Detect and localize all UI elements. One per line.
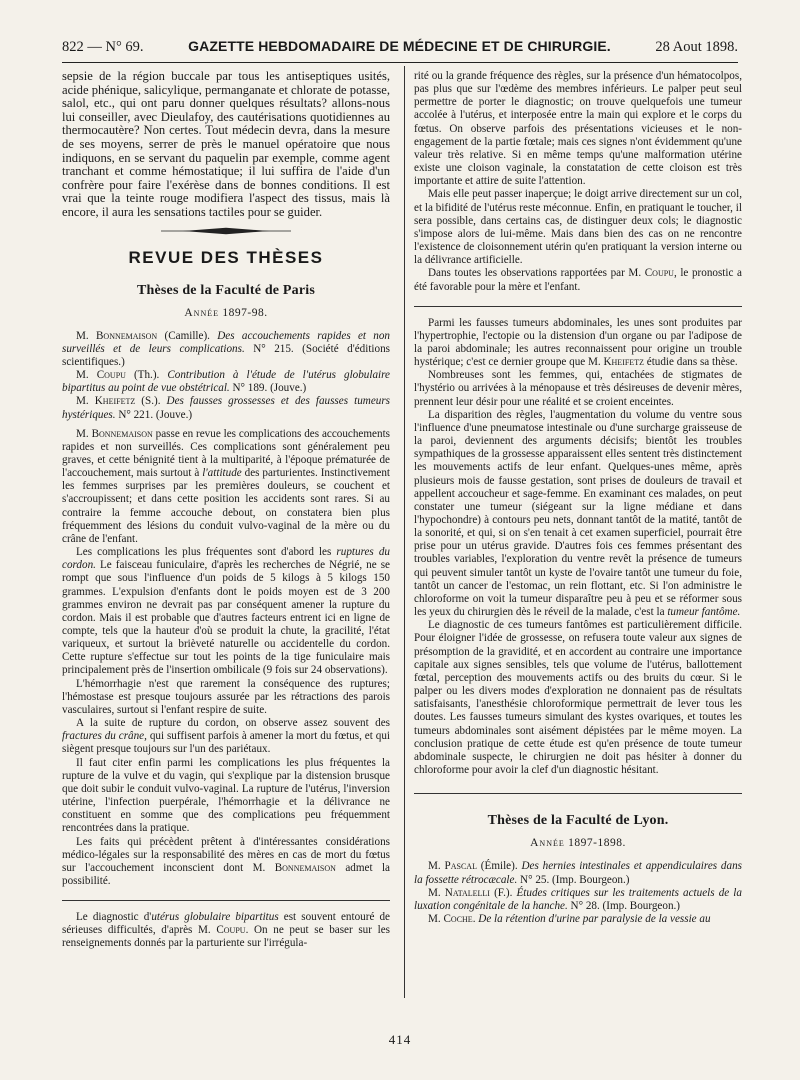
thesis-title: De la rétention d'urine par paralysie de la vessie au (478, 912, 711, 925)
column-rule (404, 66, 405, 998)
thesis-title: Des fausses grossesses et des fausses tumeurs hystériques. (62, 395, 390, 421)
page-number: 414 (388, 1032, 412, 1047)
author-name: Bonnemaison (91, 427, 153, 440)
thesis-prefix: M. (428, 912, 444, 925)
thesis-details: N° 189. (Jouve.) (229, 382, 307, 395)
header-journal-title: GAZETTE HEBDOMADAIRE DE MÉDECINE ET DE CHIRURGIE. (188, 38, 611, 54)
faculty-title-lyon: Thèses de la Faculté de Lyon. (487, 813, 669, 829)
thesis-prefix: M. (76, 395, 95, 408)
body-paragraph: L'hémorrhagie n'est que rarement la conséquence des ruptures; l'hémostase est presque toujours assurée par les rétractions des parois vasculaires, surtout si l'enfant respire de suite. (62, 677, 390, 716)
thesis-firstname: (S.). (135, 395, 167, 408)
thesis-firstname: (Th.). (125, 369, 168, 382)
thesis-author: Pascal (444, 860, 477, 873)
thesis-title: Contribution à l'étude de l'utérus globulaire bipartitus au point de vue obstétrical. (62, 369, 391, 395)
thesis-author: Coche (443, 912, 473, 925)
body-paragraph: La disparition des règles, l'augmentation du volume du ventre sous l'influence d'une pneumatose intestinale ou d'une surcharge graisseuse de la paroi, deviennent des arguments décisifs; bientôt les troubles sympathiques de la grossesse apparaissent elles sentent très distinctement les mouvements actifs de leur enfant. Quelques-unes même, après plusieurs mois de fausse gestation, sont prises de douleurs de travail et appellent accoucheur et sage-femme. En examinant ces malades, on peut constater une tumeur (siégeant sur la ligne médiane et dans l'hypochondre) à contours peu nets, donnant tantôt de la matité, tantôt de la sonorité, et qui, si on s'en tenait à cet examen superficiel, pourrait être prise pour un utérus gravide. D'autres fois ces femmes présentant des troubles variables, l'exploration du ventre revêt la présence de tumeurs qui peuvent simuler tantôt un kyste de l'ovaire tantôt une tumeur du foie, tantôt un cancer de l'estomac, un rein flottant, etc. Si l'on administre le chloroforme on voit la tumeur disparaître peu à peu et se réformer sous les yeux du chirurgien dès le réveil de la malade, c'est la tumeur fantôme. (414, 408, 742, 619)
section-separator (414, 793, 742, 794)
thesis-entry (414, 860, 742, 886)
thesis-author: Kheifetz (94, 395, 136, 408)
body-paragraph: Le diagnostic de ces tumeurs fantômes est particulièrement difficile. Pour éloigner l'idée de grossesse, on refusera toute valeur aux signes de présomption de la gravidité, et en accordent au contraire une importance capitale aux signes sensibles, tels que volume de l'utérus, ballottement fœtal, perception des mouvements actifs ou des bruits du cœur. Si le palper ou les divers modes d'exploration ne donnaient pas de résultats satisfaisants, l'anesthésie chloroformique permettrait de lever tous les doutes. Les fausses tumeurs simulant des kystes ovariques, et toutes les tumeurs abdominales sont aisément dépistées par le même moyen. La conclusion pratique de cette étude est qu'en présence de toute tumeur abdominale suspecte, le chirurgien ne doit pas hésiter à donner du chloroforme pour avoir la clef d'un diagnostic hésitant. (414, 619, 742, 776)
author-name: Kheifetz (603, 356, 644, 369)
paragraph-separator (62, 900, 390, 901)
thesis-entry (414, 887, 742, 913)
body-paragraph: Le diagnostic d'utérus globulaire bipartitus est souvent entouré de sérieuses difficultés, d'après M. Coupu. On ne peut se baser sur les renseignements donnés par la parturiente sur l'irrégula- (62, 911, 390, 950)
thesis-prefix: M. (428, 886, 445, 899)
thesis-details: N° 221. (Jouve.) (115, 408, 193, 421)
thesis-entry (62, 369, 390, 395)
thesis-prefix: M. (428, 860, 445, 873)
thesis-title: Études critiques sur les traitements actuels de la luxation congénitale de la hanche. (414, 886, 742, 912)
author-name: Coupu (644, 267, 674, 280)
header-issue: 822 — N° 69. (62, 39, 144, 55)
body-paragraph: Les complications les plus fréquentes sont d'abord les ruptures du cordon. Le faisceau funiculaire, d'après les recherches de Négrié, ne se rompt que sous l'influence d'un poids de 5 kilogs à 5 kilogs 150 grammes. L'expulsion d'enfants dont le poids moyen est de 3 200 grammes environ ne devrait pas par conséquent amener la rupture du cordon. Mais il est probable que d'autres facteurs entrent ici en ligne de compte, tels que la hauteur d'où se produit la chute, la gracilité, l'état variqueux, et surtout la brièveté naturelle ou accidentelle du cordon. Cette rupture s'effectue sur tout les points de la tige funiculaire mais principalement près de l'insertion ombilicale (9 fois sur 24 observations). (62, 546, 390, 677)
body-paragraph: M. Bonnemaison passe en revue les complications des accouchements rapides et non surveillés. Ces complications sont généralement peu graves, et cette bénignité tient à la multiparité, à l'époque prématurée de l'accouchement, mais surtout à l'attitude des parturientes. Instinctivement les femmes surprises par les premières douleurs, se couchent et s'accroupissent; et dans cette position les accidents sont rares. Si au contraire la femme accouche debout, on constatera bien plus fréquemment des lésions du conduit vulvo-vaginal de la mère ou du crâne de l'enfant. (62, 427, 390, 545)
thesis-entry (62, 395, 390, 421)
year-label: Année (530, 837, 565, 850)
running-header (62, 38, 738, 60)
left-column (62, 70, 390, 951)
thesis-author: Coupu (96, 369, 126, 382)
right-column (414, 70, 742, 926)
thesis-title: Des hernies intestinales et appendiculaires dans la fossette rétrocæcale. (414, 860, 742, 886)
thesis-details: N° 25. (Imp. Bourgeon.) (517, 873, 630, 886)
paragraph-separator (414, 306, 742, 307)
intro-paragraph: sepsie de la région buccale par tous les antiseptiques usités, acide phénique, salicylique, permanganate et chlorate de potasse, salol, etc., qui ont paru donner quelques résultats? allons-nous lui conseiller, avec Dieulafoy, des cautérisations quotidiennes au thermocautère? Non certes. Tout médecin devra, dans la mesure de ses moyens, serrer de près le manuel opératoire que nous indiquons, en se servant du paquelin par exemple, comme agent tranchant et comme hémostatique; il lui suffira de l'aide d'un confrère pour faire l'exérèse dans de bonnes conditions. Il est vrai que la teinte rouge modifiera l'aspect des tissus, mais là encore, il aura les sensations tactiles pour se guider. (62, 69, 390, 219)
faculty-title-paris: Thèses de la Faculté de Paris (136, 282, 316, 298)
thesis-prefix: M. (76, 369, 97, 382)
body-paragraph: A la suite de rupture du cordon, on observe assez souvent des fractures du crâne, qui suffisent parfois à amener la mort du fœtus, et qui siègent presque toujours sur l'un des pariétaux. (62, 717, 390, 756)
thesis-details: N° 215. (Société d'éditions scientifiques.) (62, 343, 390, 369)
thesis-firstname: (Camille). (157, 330, 218, 342)
body-paragraph: Il faut citer enfin parmi les complications les plus fréquentes la rupture de la vulve et du vagin, qui s'explique par la distension brusque que doit subir le conduit vulvo-vaginal. La rupture de l'utérus, l'inversion utérine, l'infection puerpérale, l'hémorrhagie et la délivrance ne constituent en somme que des complications peu fréquemment rencontrées dans la pratique. (62, 756, 390, 835)
thesis-author: Natalelli (444, 886, 490, 899)
thesis-firstname: (F.). (489, 886, 517, 899)
author-name: Bonnemaison (274, 861, 336, 874)
thesis-prefix: M. (76, 330, 96, 342)
thesis-author: Bonnemaison (95, 330, 158, 342)
thesis-title: Des accouchements rapides et non surveillés et de leurs complications. (62, 330, 390, 356)
thesis-entry (414, 913, 742, 926)
body-paragraph: Les faits qui précèdent prêtent à d'intéressantes considérations médico-légales sur la responsabilité des mères en cas de mort du fœtus sur l'accouchement inconscient dont M. Bonnemaison admet la possibilité. (62, 835, 390, 887)
body-paragraph: Nombreuses sont les femmes, qui, entachées de stigmates de l'hystério ou arrivées à la ménopause et très désireuses de devenir mères, prennent leur désir pour une réalité et se croient enceintes. (414, 369, 742, 408)
body-paragraph: rité ou la grande fréquence des règles, sur la présence d'un hématocolpos, pas plus que sur l'œdème des membres inférieurs. Le palper peut seul permettre de porter le diagnostic; on trouve quelquefois une tumeur accolée à l'utérus, et interposée entre la main qui explore et le corps du fœtus. On observe parfois des présentations vicieuses et le non-engagement de la partie fœtale; mais ces signes n'ont évidemment qu'une valeur très relative. Si en même temps qu'une malformation utérine existe une cloison vaginale, la constatation de cette cloison est très importante et attire de suite l'attention. (414, 70, 742, 188)
section-title: REVUE DES THÈSES (128, 247, 324, 267)
year-value: 1897-1898. (568, 837, 626, 850)
author-name: Coupu (216, 924, 246, 937)
header-rule (62, 62, 738, 63)
ornament-divider (161, 227, 291, 235)
body-paragraph: Mais elle peut passer inaperçue; le doigt arrive directement sur un col, et la bifidité de l'utérus reste méconnue. Enfin, en pratiquant le toucher, il sera possible, dans certains cas, de distinguer deux cols; le diagnostic s'impose alors de lui-même. Mais dans bien des cas on ne rencontre l'existence de cloisonnement utérin qu'en pratiquant la version interne ou la délivrance artificielle. (414, 188, 742, 267)
body-paragraph: Dans toutes les observations rapportées par M. Coupu, le pronostic a été favorable pour la mère et l'enfant. (414, 267, 742, 293)
thesis-entry (62, 330, 390, 369)
year-value: 1897-98. (222, 306, 268, 319)
thesis-details: N° 28. (Imp. Bourgeon.) (567, 899, 681, 912)
thesis-firstname: . (472, 912, 479, 925)
body-paragraph: Parmi les fausses tumeurs abdominales, les unes sont produites par l'hypertrophie, l'ectopie ou la distension d'un organe ou par l'adipose de la paroi abdominale; les autres reconnaissent pour origine un trouble hystérique; c'est ce dernier groupe que M. Kheifetz étudie dans sa thèse. (414, 316, 742, 369)
header-date: 28 Aout 1898. (655, 39, 738, 55)
year-label: Année (184, 306, 220, 319)
academic-year-paris (62, 307, 390, 320)
thesis-firstname: (Émile). (476, 860, 522, 873)
academic-year-lyon (414, 837, 742, 850)
